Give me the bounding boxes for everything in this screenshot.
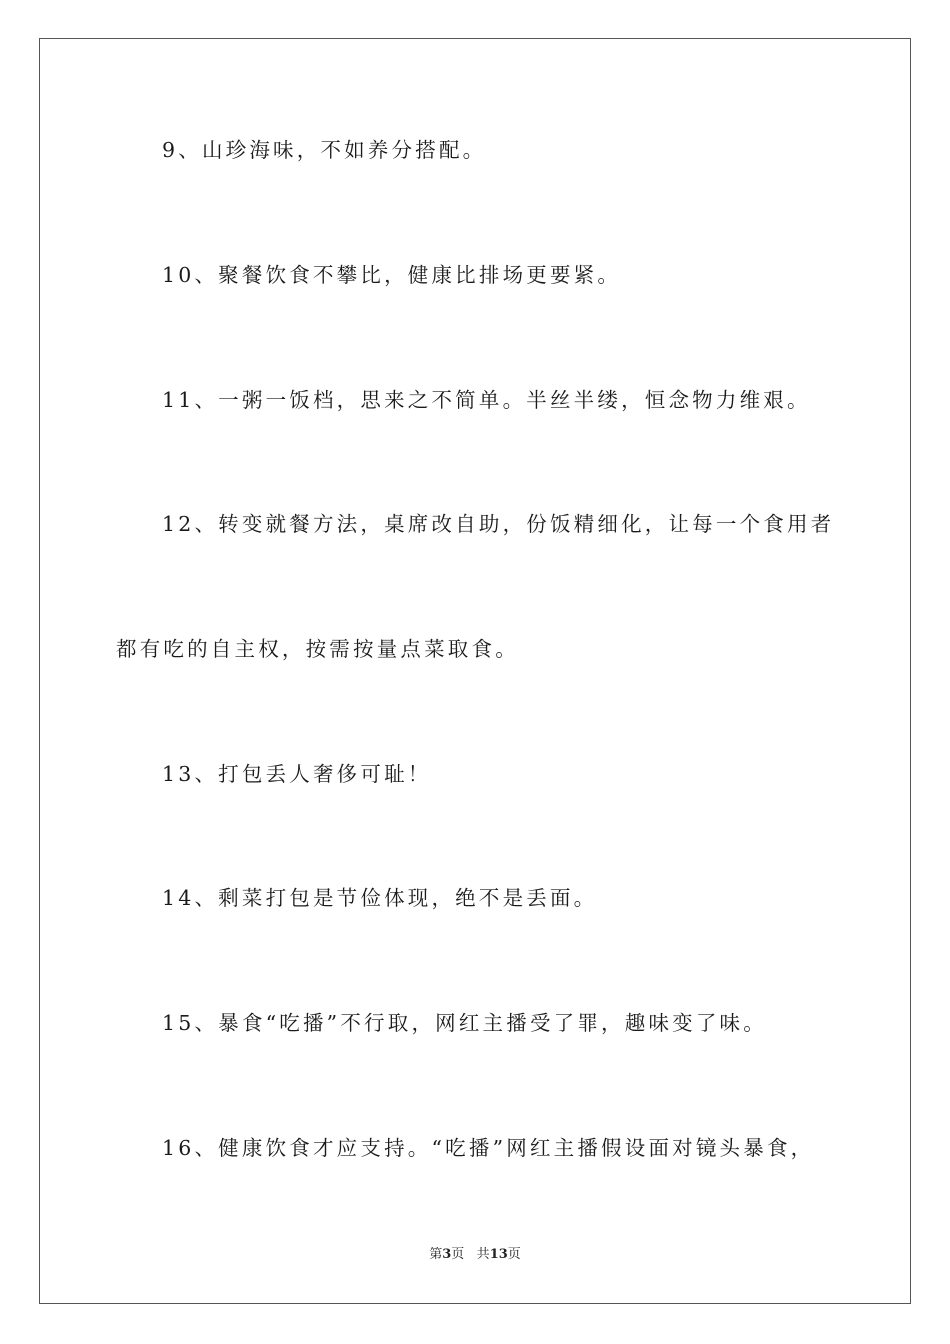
current-page-number: 3 xyxy=(442,1247,452,1262)
text-line-15: 15、暴食“吃播”不行取，网红主播受了罪，趣味变了味。 xyxy=(162,1011,767,1035)
text-line-12-continued: 都有吃的自主权，按需按量点菜取食。 xyxy=(116,637,519,661)
text-line-11: 11、一粥一饭档，思来之不简单。半丝半缕，恒念物力维艰。 xyxy=(162,388,811,412)
text-line-9: 9、山珍海味，不如养分搭配。 xyxy=(162,138,487,162)
page-number-footer xyxy=(0,1246,950,1264)
text-line-14: 14、剩菜打包是节俭体现，绝不是丢面。 xyxy=(162,886,598,910)
footer-total-suffix: 页 xyxy=(507,1247,521,1262)
text-line-12: 12、转变就餐方法，桌席改自助，份饭精细化，让每一个食用者 xyxy=(162,512,835,536)
text-line-16: 16、健康饮食才应支持。“吃播”网红主播假设面对镜头暴食， xyxy=(162,1136,815,1160)
footer-prefix: 第 xyxy=(429,1247,443,1262)
footer-page-suffix: 页 xyxy=(451,1247,465,1262)
total-page-count: 13 xyxy=(489,1247,508,1262)
page-border xyxy=(39,38,911,1304)
footer-total-prefix: 共 xyxy=(476,1247,490,1262)
text-line-13: 13、打包丢人奢侈可耻！ xyxy=(162,762,432,786)
text-line-10: 10、聚餐饮食不攀比，健康比排场更要紧。 xyxy=(162,263,622,287)
